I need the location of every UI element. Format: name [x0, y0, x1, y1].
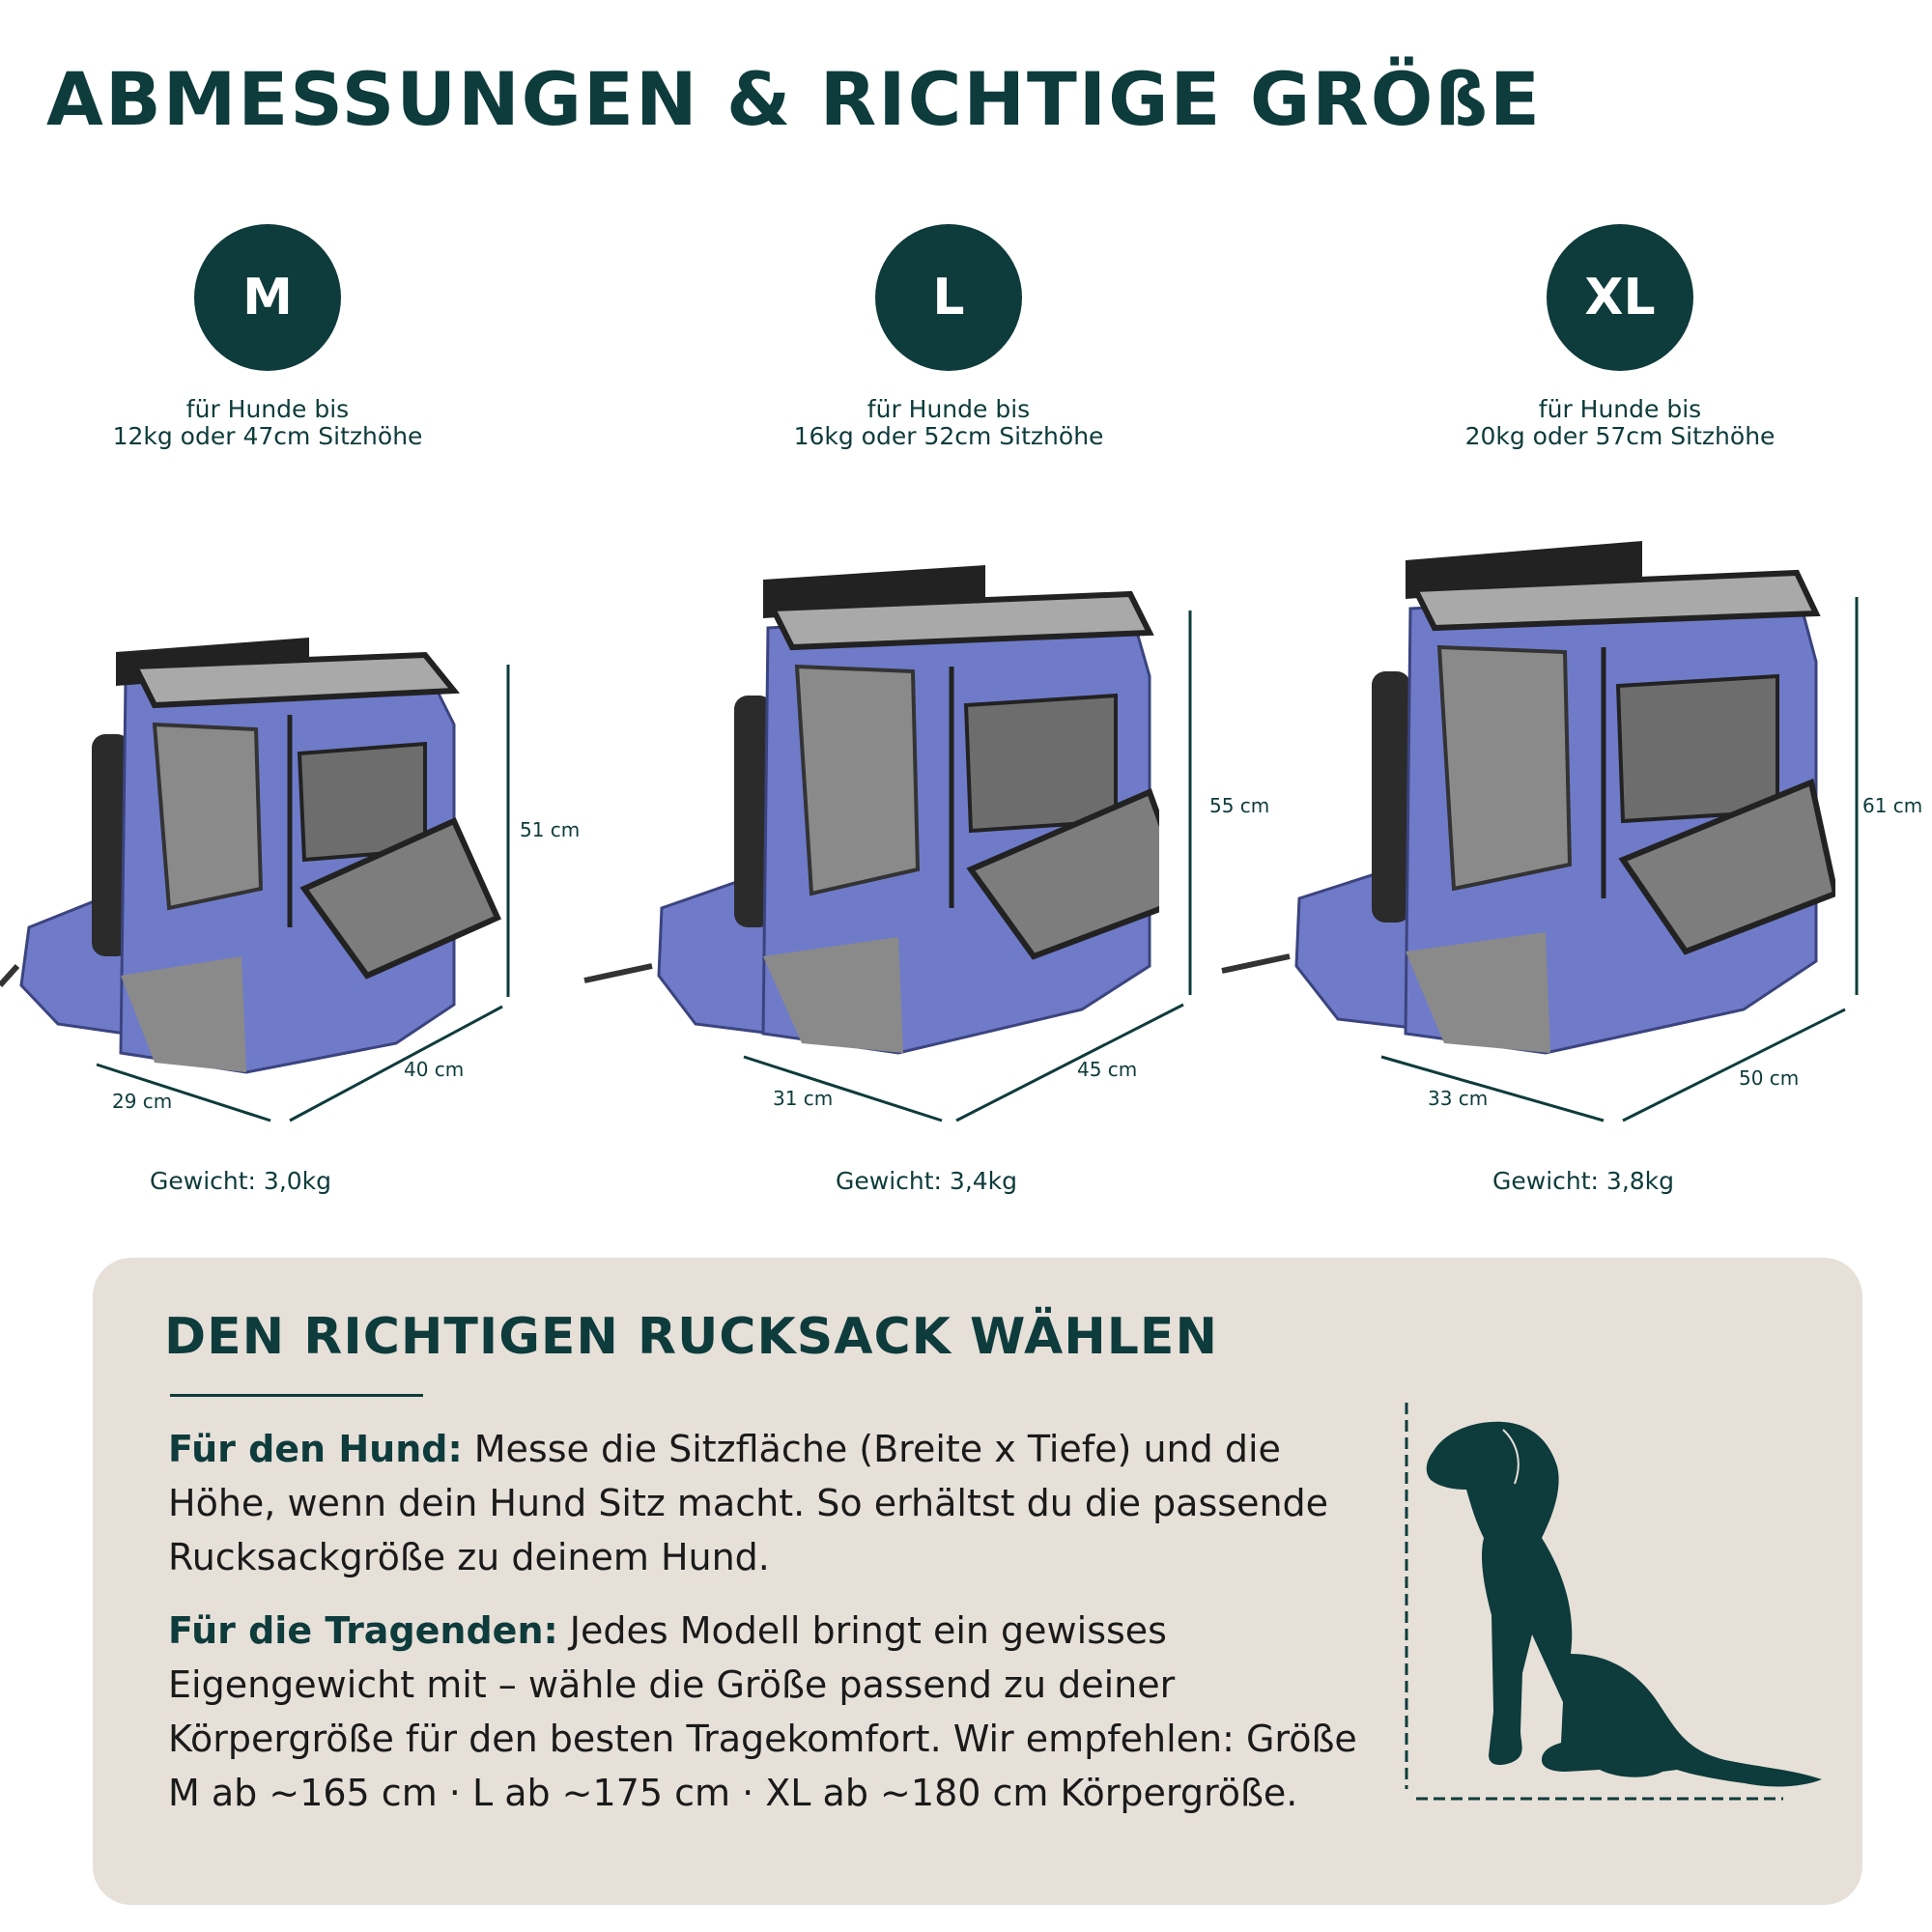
backpack-xl-illustration	[1222, 541, 1835, 1053]
guide-title-underline	[170, 1394, 423, 1397]
size-m-depth-line	[97, 1065, 270, 1121]
carrier-lead: Für die Tragenden:	[168, 1609, 558, 1652]
dog-measure-body: Messe die Sitzfläche (Breite x Tiefe) und die Höhe, wenn dein Hund Sitz macht. So erhältst du die passende Rucksackgröße zu deinem Hund.	[168, 1428, 1329, 1578]
page-title: ABMESSUNGEN & RICHTIGE GRÖßE	[46, 56, 1542, 142]
sitting-dog-icon	[1397, 1383, 1841, 1876]
carrier-text	[168, 1604, 1385, 1820]
guide-panel	[93, 1258, 1862, 1905]
size-l-depth: 31 cm	[773, 1087, 834, 1110]
size-xl-depth: 33 cm	[1428, 1087, 1489, 1110]
dog-illustration	[1397, 1383, 1841, 1876]
size-xl-height: 61 cm	[1862, 794, 1923, 817]
backpack-l-illustration	[584, 565, 1159, 1053]
size-m-height: 51 cm	[520, 818, 581, 841]
carrier-body: Jedes Modell bringt ein gewisses Eigengewicht mit – wähle die Größe passend zu deiner Körpergröße für den besten Tragekomfort. Wir empfehlen: Größe M ab ~165 cm · L ab ~175 cm · XL ab ~180 cm Körpergröße.	[168, 1609, 1357, 1814]
size-xl-weight: Gewicht: 3,8kg	[1492, 1167, 1675, 1195]
size-l-width: 45 cm	[1077, 1058, 1138, 1081]
size-m-depth: 29 cm	[112, 1090, 173, 1113]
size-l-height: 55 cm	[1209, 794, 1270, 817]
backpack-l-image	[580, 551, 1159, 1130]
size-l-badge: L	[875, 224, 1022, 371]
size-l-fit: für Hunde bis 16kg oder 52cm Sitzhöhe	[793, 395, 1104, 450]
size-m-fit: für Hunde bis 12kg oder 47cm Sitzhöhe	[112, 395, 423, 450]
size-m-width: 40 cm	[404, 1058, 465, 1081]
size-xl-width: 50 cm	[1739, 1066, 1800, 1090]
size-xl-badge: XL	[1547, 224, 1693, 371]
size-m-badge: M	[194, 224, 341, 371]
size-xl-fit: für Hunde bis 20kg oder 57cm Sitzhöhe	[1464, 395, 1776, 450]
dog-measure-lead: Für den Hund:	[168, 1428, 463, 1470]
size-m-weight: Gewicht: 3,0kg	[150, 1167, 332, 1195]
size-m-width-line	[290, 1007, 502, 1121]
size-l-weight: Gewicht: 3,4kg	[836, 1167, 1018, 1195]
guide-title: DEN RICHTIGEN RUCKSACK WÄHLEN	[164, 1308, 1218, 1366]
backpack-xl-image	[1217, 526, 1835, 1130]
dog-measure-text	[168, 1422, 1385, 1584]
